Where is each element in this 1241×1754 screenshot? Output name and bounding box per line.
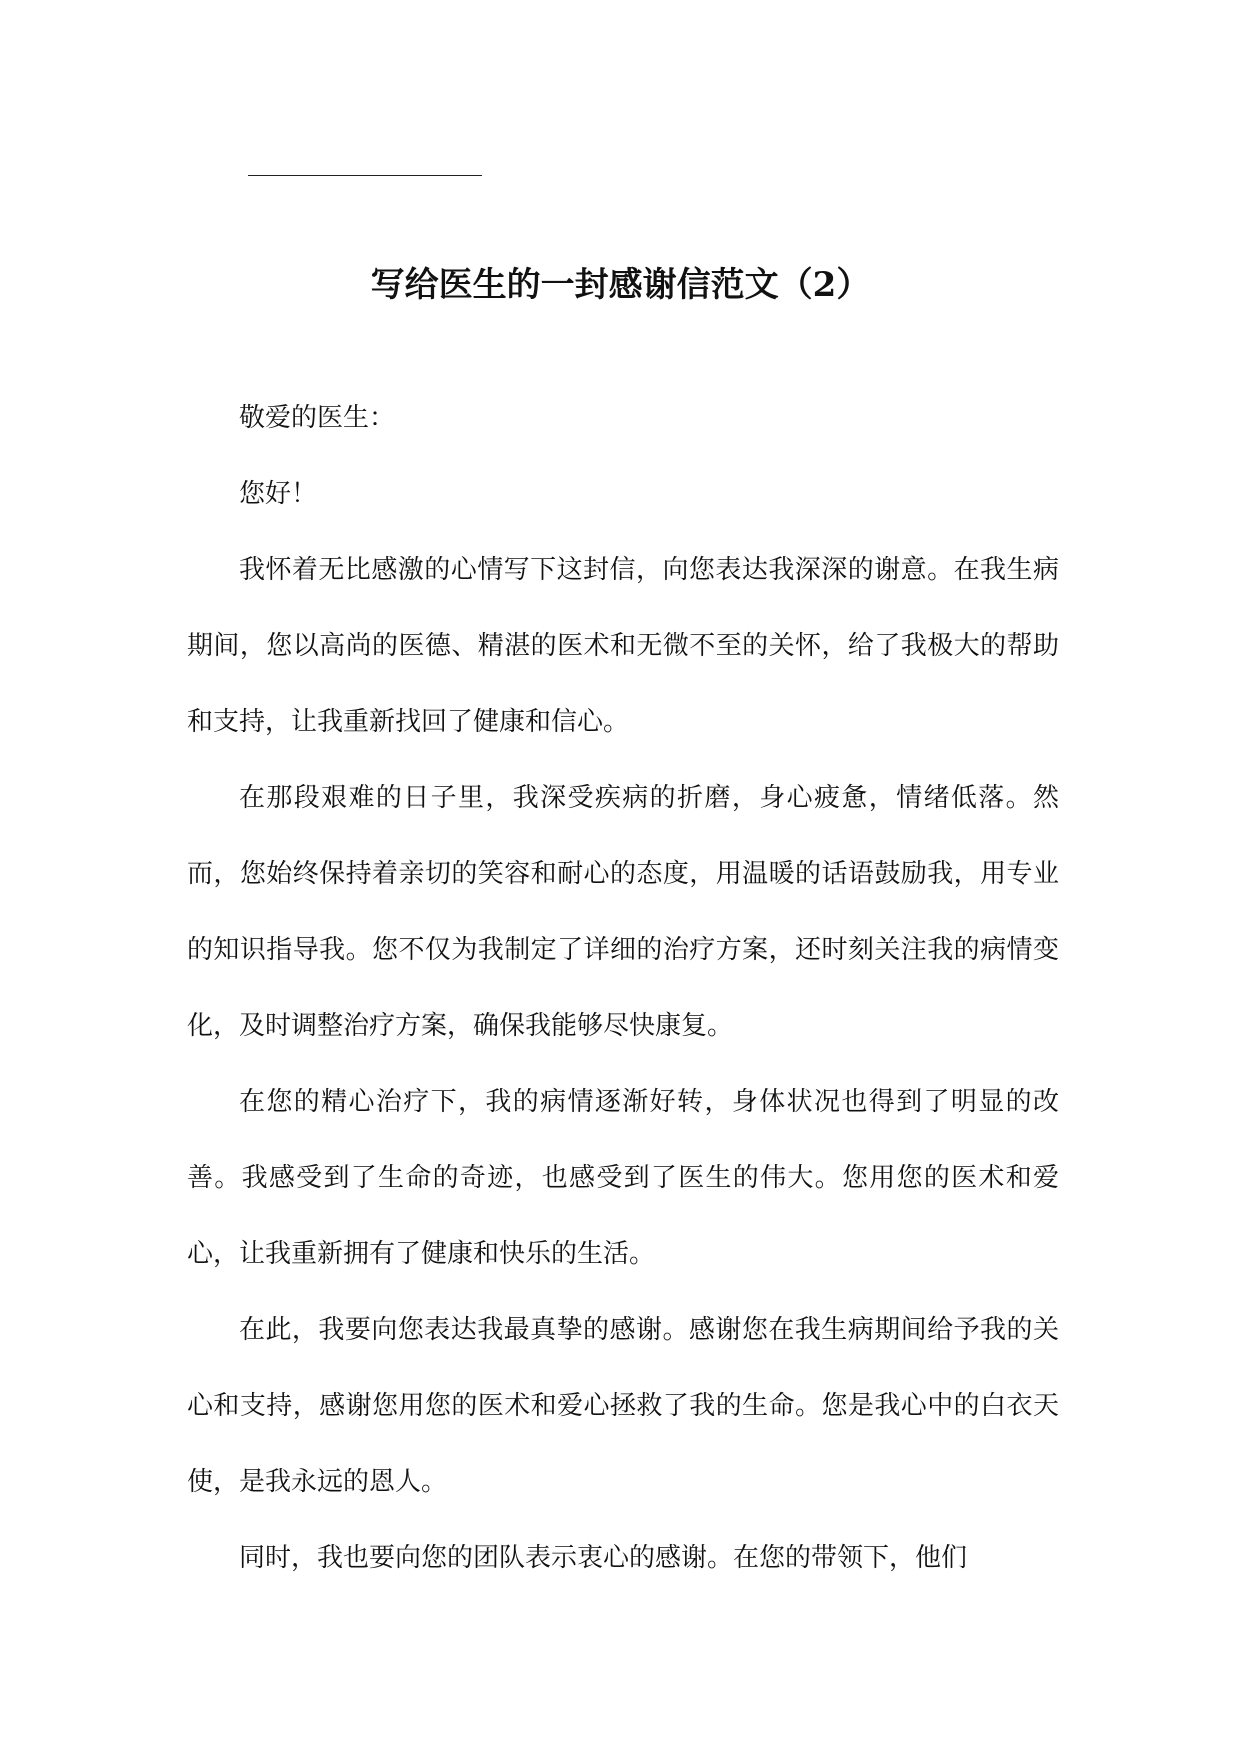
letter-body [187, 380, 1059, 1596]
paragraph: 在您的精心治疗下，我的病情逐渐好转，身体状况也得到了明显的改善。我感受到了生命的奇迹，也感受到了医生的伟大。您用您的医术和爱心，让我重新拥有了健康和快乐的生活。 [187, 1087, 1059, 1269]
document-title: 写给医生的一封感谢信范文（2） [370, 265, 871, 305]
salutation: 敬爱的医生： [239, 403, 396, 433]
greeting: 您好！ [239, 479, 318, 509]
paragraph: 我怀着无比感激的心情写下这封信，向您表达我深深的谢意。在我生病期间，您以高尚的医德、精湛的医术和无微不至的关怀，给了我极大的帮助和支持，让我重新找回了健康和信心。 [187, 555, 1059, 737]
paragraph: 同时，我也要向您的团队表示衷心的感谢。在您的带领下，他们 [239, 1543, 968, 1573]
paragraph: 在此，我要向您表达我最真挚的感谢。感谢您在我生病期间给予我的关心和支持，感谢您用您的医术和爱心拯救了我的生命。您是我心中的白衣天使，是我永远的恩人。 [187, 1315, 1059, 1497]
paragraph: 在那段艰难的日子里，我深受疾病的折磨，身心疲惫，情绪低落。然而，您始终保持着亲切的笑容和耐心的态度，用温暖的话语鼓励我，用专业的知识指导我。您不仅为我制定了详细的治疗方案，还时刻关注我的病情变化，及时调整治疗方案，确保我能够尽快康复。 [187, 783, 1059, 1041]
header-rule [248, 175, 482, 176]
